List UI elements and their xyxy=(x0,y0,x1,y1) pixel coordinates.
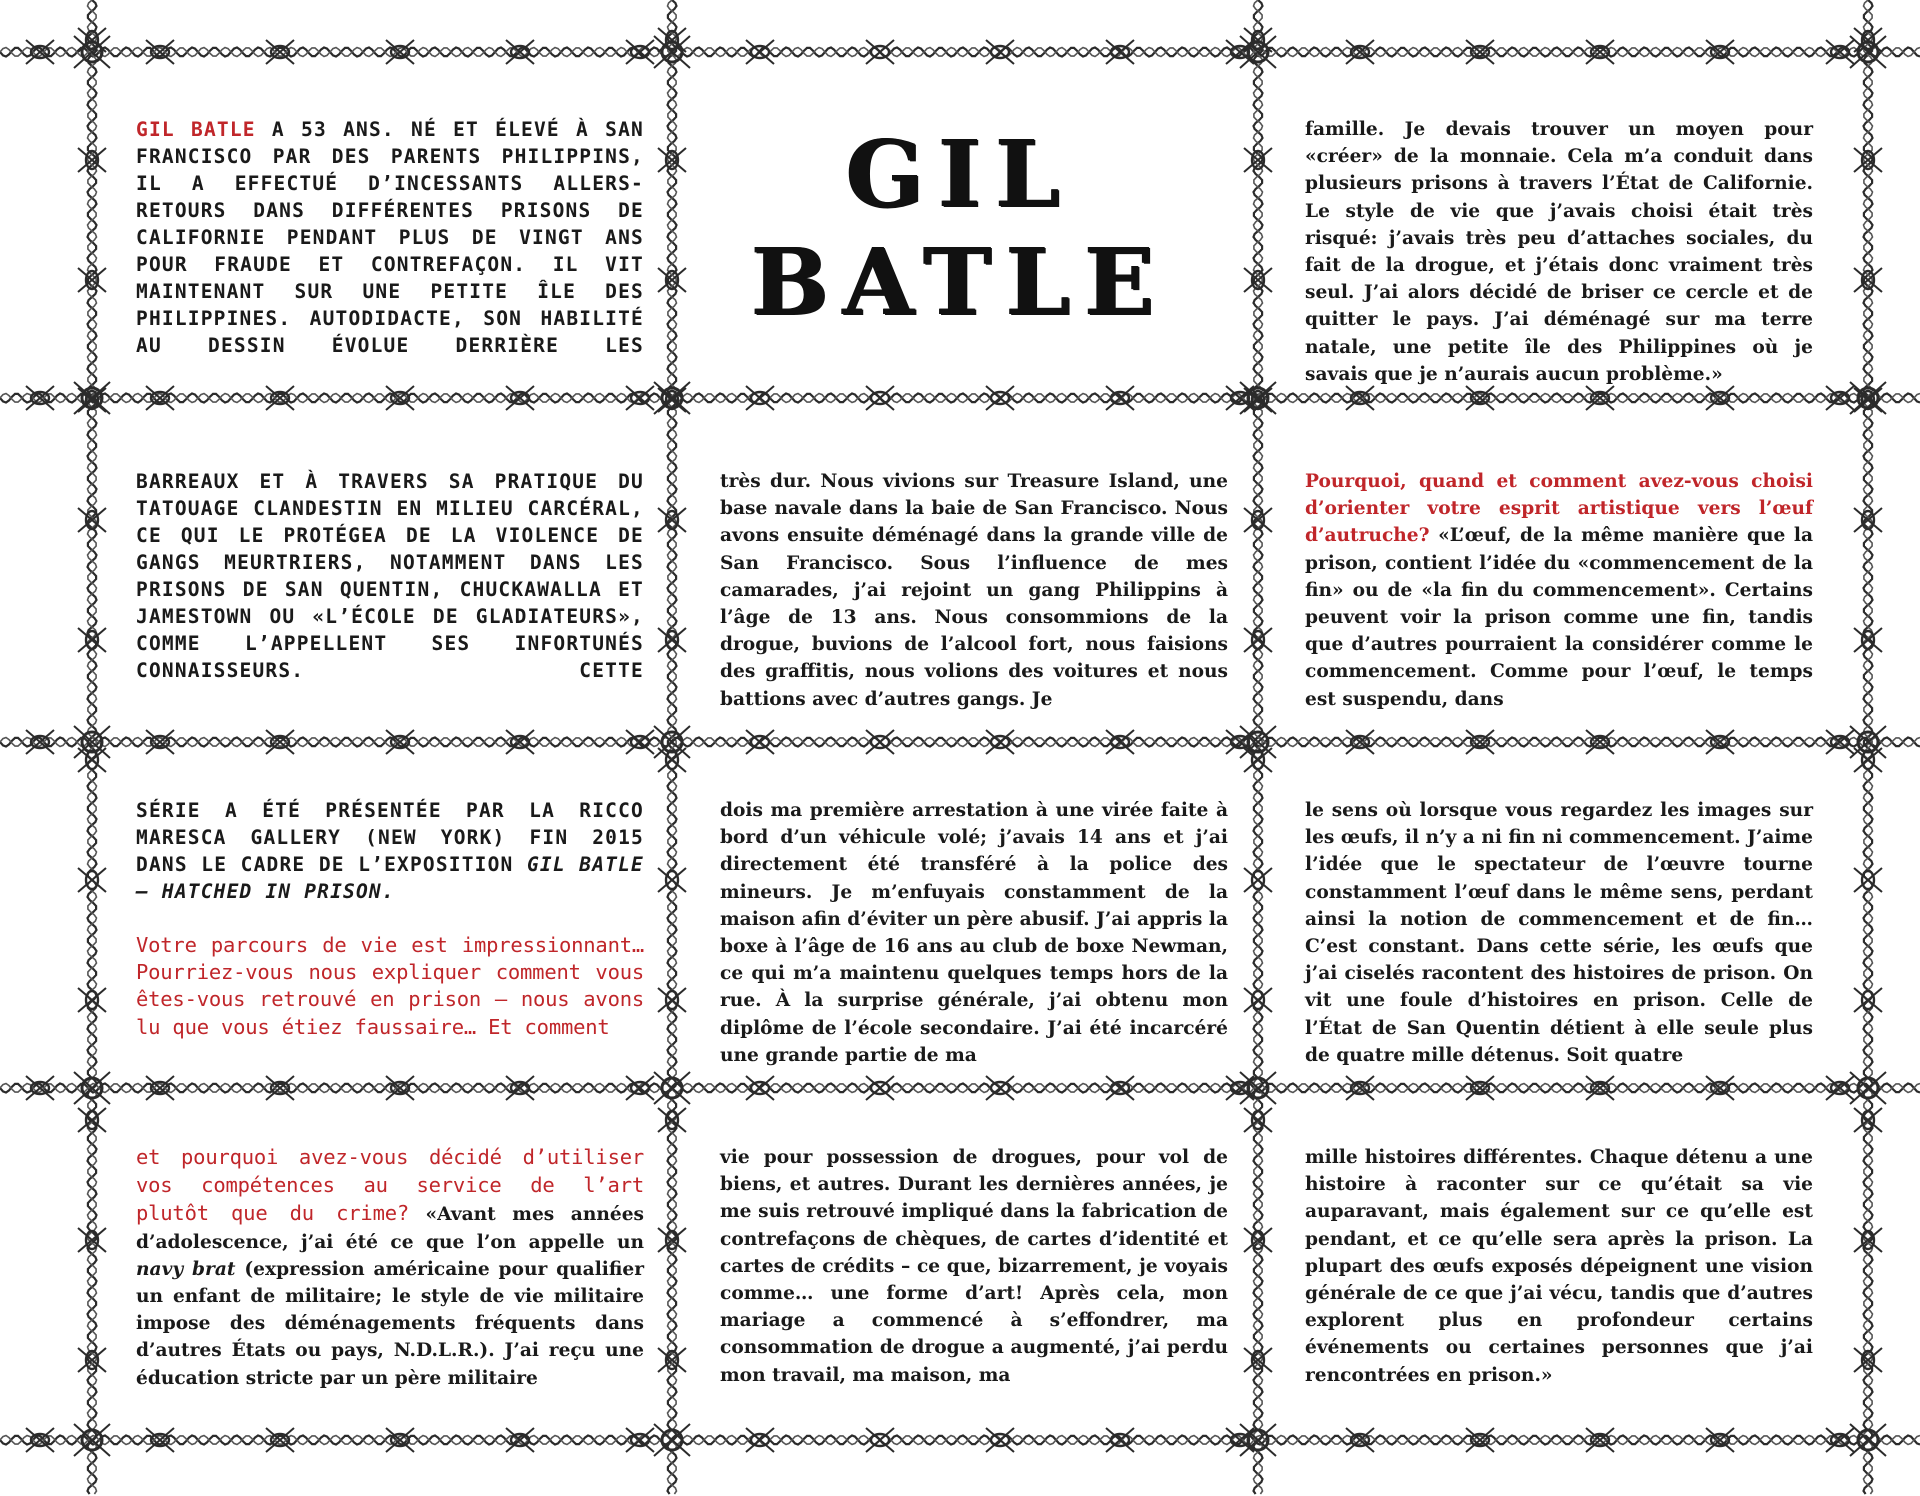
right-paragraph-3: le sens où lorsque vous regardez les images sur les œufs, il n’y a ni fin ni commencement. J’aime l’idée que le spectateur de l’œuvre tourne constamment l’œuf dans le même sens, perdant ainsi la notion de commencement et de fin… C’est constant. Dans cette série, les œufs que j’ai ciselés racontent des histoires de prison. On vit une foule d’histoires en prison. Celle de l’État de San Quentin détient à elle seule plus de quatre mille détenus. Soit quatre xyxy=(1305,800,1813,1066)
question-egg: Pourquoi, quand et comment avez-vous choisi d’orienter votre esprit artistique vers l’œuf d’autruche? xyxy=(1305,471,1813,547)
question-prison: Votre parcours de vie est impressionnant… Pourriez-vous nous expliquer comment vous êtes-vous retrouvé en prison — nous avons lu que vous étiez faussaire… Et comment xyxy=(136,933,644,1039)
middle-paragraph-4: vie pour possession de drogues, pour vol de biens, et autres. Durant les dernières années, je me suis retrouvé impliqué dans la fabrication de contrefaçons de chèques, de cartes d’identité et cartes de crédits – ce que, bizarrement, je voyais comme… une forme d’art! Après cela, mon mariage a commencé à s’effondrer, ma consommation de drogue a augmenté, j’ai perdu mon travail, ma maison, ma xyxy=(720,1147,1228,1386)
navy-brat: navy brat xyxy=(136,1258,236,1280)
left-paragraph-3 xyxy=(136,797,644,1047)
right-paragraph-4: mille histoires différentes. Chaque détenu a une histoire à raconter sur ce qu’était sa vie auparavant, mais également sur ce qu’elle est pendant, et ce qu’elle sera après la prison. La plupart des œufs exposés dépeignent une vision générale de ce que j’ai vécu, tandis que d’autres explorent plus en profondeur certains événements ou certaines personnes que j’ai rencontrées en prison.» xyxy=(1305,1147,1813,1386)
exhibition-title: GIL BATLE – HATCHED IN PRISON. xyxy=(136,853,644,903)
intro-text-1: A 53 ANS. NÉ ET ÉLEVÉ À SAN FRANCISCO PAR DES PARENTS PHILIPPINS, IL A EFFECTUÉ D’INCESSANTS ALLERS-RETOURS DANS DIFFÉRENTES PRISONS DE CALIFORNIE PENDANT PLUS DE VINGT ANS POUR FRAUDE ET CONTREFAÇON. IL VIT MAINTENANT SUR UNE PETITE ÎLE DES PHILIPPINES. AUTODIDACTE, SON HABILITÉ AU DESSIN ÉVOLUE DERRIÈRE LES xyxy=(136,118,644,357)
intro-paragraph-1 xyxy=(136,116,644,356)
title-line-2: BATLE xyxy=(751,228,1169,336)
intro-paragraph-2: BARREAUX ET À TRAVERS SA PRATIQUE DU TATOUAGE CLANDESTIN EN MILIEU CARCÉRAL, CE QUI LE PROTÉGEA DE LA VIOLENCE DE GANGS MEURTRIERS, NOTAMMENT DANS LES PRISONS DE SAN QUENTIN, CHUCKAWALLA ET JAMESTOWN OU «L’ÉCOLE DE GLADIATEURS», COMME L’APPELLENT SES INFORTUNÉS CONNAISSEURS. CETTE xyxy=(136,470,644,682)
left-paragraph-4: et pourquoi avez-vous décidé d’utiliser vos compétences au service de l’art plutôt que du crime? «Avant mes années d’adolescence, j’ai été ce que l’on appelle un navy brat (expression américaine pour qualifier un enfant de militaire; le style de vie militaire impose des déménagements fréquents dans d’autres États ou pays, N.D.L.R.). J’ai reçu une éducation stricte par un père militaire xyxy=(136,1145,645,1389)
question-art: et pourquoi avez-vous décidé d’utiliser vos compétences au service de l’art plutôt que du crime? xyxy=(136,1145,644,1226)
answer-egg: «L’œuf, de la même manière que la prison, contient l’idée du «commencement de la fin» ou de «la fin du commencement». Certains peuvent voir la prison comme une fin, tandis que d’autres pourraient la considérer comme le commencement. Comme pour l’œuf, le temps est suspendu, dans xyxy=(1305,525,1813,710)
artist-name: GIL BATLE xyxy=(136,118,256,141)
title-line-1: GIL xyxy=(845,120,1075,228)
exhibition-text: SÉRIE A ÉTÉ PRÉSENTÉE PAR LA RICCO MARESCA GALLERY (NEW YORK) FIN 2015 DANS LE CADRE DE L’EXPOSITION GIL BATLE – HATCHED IN PRISON. xyxy=(136,799,644,903)
middle-paragraph-3: dois ma première arrestation à une virée faite à bord d’un véhicule volé; j’avais 14 ans et j’ai directement été transféré à la police des mineurs. Je m’enfuyais constamment de la maison afin d’éviter un père abusif. J’ai appris la boxe à l’âge de 16 ans au club de boxe Newman, ce qui m’a maintenu quelques temps hors de la rue. À la surprise générale, j’ai obtenu mon diplôme de l’école secondaire. J’ai été incarcéré une grande partie de ma xyxy=(720,800,1228,1066)
middle-paragraph-2: très dur. Nous vivions sur Treasure Island, une base navale dans la baie de San Francisco. Nous avons ensuite déménagé dans la grande ville de San Francisco. Sous l’influence de mes camarades, j’ai rejoint un gang Philippins à l’âge de 13 ans. Nous consommions de la drogue, buvions de l’alcool fort, nous faisions des graffitis, nous volions des voitures et nous battions avec d’autres gangs. Je xyxy=(720,471,1228,710)
right-paragraph-1: famille. Je devais trouver un moyen pour «créer» de la monnaie. Cela m’a conduit dans plusieurs prisons à travers l’État de Californie. Le style de vie que j’avais choisi était très risqué: j’avais très peu d’attaches sociales, du fait de la drogue, et j’étais donc vraiment très seul. J’ai alors décidé de briser ce cercle et de quitter le pays. J’ai déménagé sur ma terre natale, une petite île des Philippines où je savais que je n’aurais aucun problème.» xyxy=(1305,119,1813,385)
title-block xyxy=(700,120,1220,360)
right-paragraph-2 xyxy=(1305,468,1813,710)
